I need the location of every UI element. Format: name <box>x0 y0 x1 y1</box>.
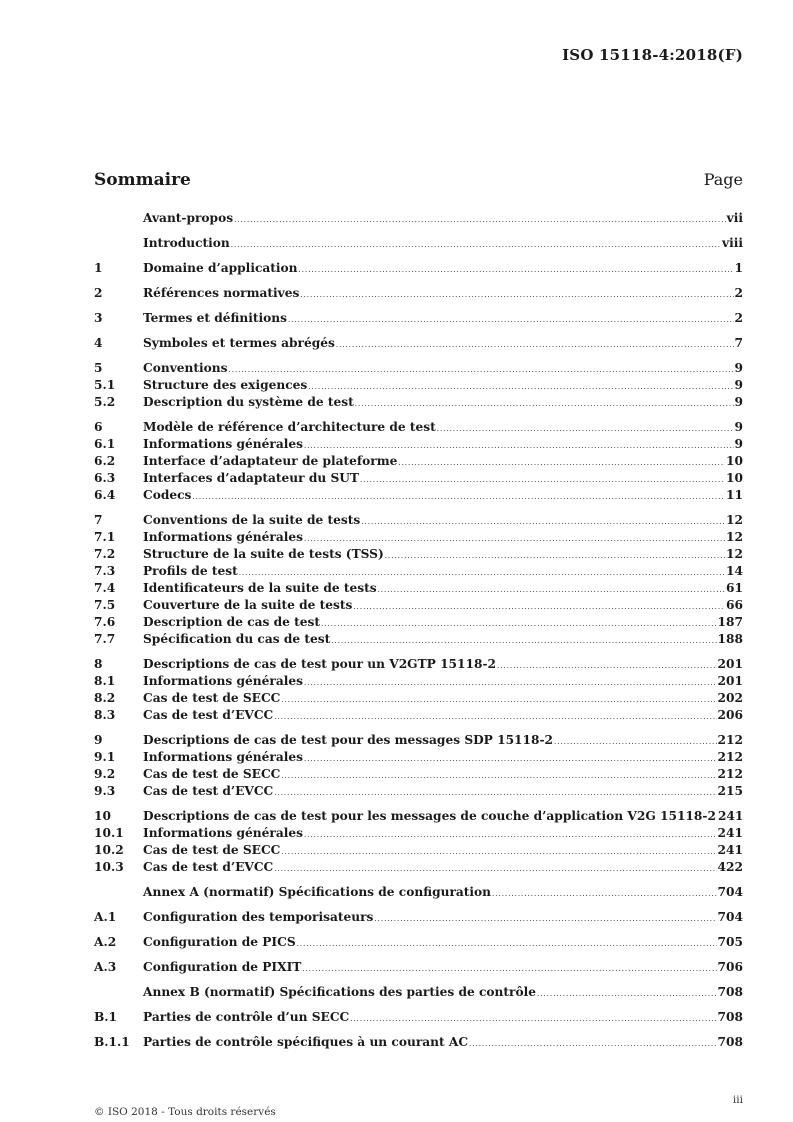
toc-entry[interactable] <box>94 673 743 690</box>
toc-entry-page[interactable]: 9 <box>734 378 743 392</box>
toc-leader-dots <box>288 312 734 329</box>
toc-entry-label[interactable]: Spécification du cas de test <box>143 632 331 646</box>
toc-entry-page[interactable]: 212 <box>717 733 743 747</box>
toc-entry[interactable] <box>94 285 743 302</box>
toc-leader-dots <box>274 785 716 802</box>
toc-entry-page[interactable]: 706 <box>717 960 743 974</box>
toc-entry-number: 7.1 <box>94 530 116 544</box>
toc-leader-dots <box>355 396 734 413</box>
toc-entry[interactable] <box>94 487 743 504</box>
toc-entry-label[interactable]: Descriptions de cas de test pour un V2GTP 15118-2 <box>143 657 497 671</box>
toc-entry-label[interactable]: Informations générales <box>143 826 303 840</box>
toc-entry-page[interactable]: 241 <box>717 809 744 823</box>
toc-entry-page[interactable]: 212 <box>717 750 743 764</box>
toc-entry-label[interactable]: Description de cas de test <box>143 615 321 629</box>
toc-entry[interactable] <box>94 1009 743 1026</box>
toc-entry-number: 7.6 <box>94 615 116 629</box>
toc-entry-number: 8.2 <box>94 691 116 705</box>
toc-entry-number: A.3 <box>94 960 117 974</box>
toc-entry-page[interactable]: 66 <box>726 598 743 612</box>
toc-entry-number: 10.2 <box>94 843 124 857</box>
toc-entry-page[interactable]: 201 <box>717 674 743 688</box>
toc-entry-number: 6.1 <box>94 437 116 451</box>
toc-entry-page[interactable]: 212 <box>717 767 743 781</box>
toc-entry-page[interactable]: 9 <box>734 395 743 409</box>
toc-entry[interactable] <box>94 597 743 614</box>
toc-entry-page[interactable]: 202 <box>717 691 743 705</box>
toc-leader-dots <box>231 237 721 254</box>
toc-entry-page[interactable]: vii <box>726 211 743 225</box>
toc-leader-dots <box>297 936 717 953</box>
toc-entry[interactable] <box>94 959 743 976</box>
toc-entry-number: 2 <box>94 286 103 300</box>
toc-entry-number: 6.2 <box>94 454 116 468</box>
toc-entry-label[interactable]: Cas de test d’EVCC <box>143 860 274 874</box>
toc-entry-label[interactable]: Structure des exigences <box>143 378 308 392</box>
toc-entry-number: 5 <box>94 361 103 375</box>
toc-entry-page[interactable]: 187 <box>717 615 743 629</box>
toc-entry-number: B.1.1 <box>94 1035 130 1049</box>
toc-entry-page[interactable]: 241 <box>717 826 743 840</box>
toc-entry-number: 6.4 <box>94 488 116 502</box>
toc-entry-number: 9.3 <box>94 784 116 798</box>
toc-entry-label[interactable]: Parties de contrôle d’un SECC <box>143 1010 350 1024</box>
toc-entry-page[interactable]: 12 <box>726 530 743 544</box>
toc-heading <box>94 170 743 190</box>
toc-entry-label[interactable]: Descriptions de cas de test pour les messages de couche d’application V2G 15118-2 <box>143 809 716 823</box>
toc-entry-label[interactable]: Termes et définitions <box>143 311 287 325</box>
toc-entry-page[interactable]: 12 <box>726 513 743 527</box>
toc-entry[interactable] <box>94 210 743 227</box>
toc-entry[interactable] <box>94 335 743 352</box>
toc-entry[interactable] <box>94 732 743 749</box>
toc-entry-label[interactable]: Symboles et termes abrégés <box>143 336 335 350</box>
toc-entry[interactable] <box>94 614 743 631</box>
toc-leader-dots <box>331 633 716 650</box>
toc-entry[interactable] <box>94 825 743 842</box>
toc-entry-label[interactable]: Modèle de référence d’architecture de test <box>143 420 436 434</box>
toc-entry-number: 7.2 <box>94 547 116 561</box>
toc-entry[interactable] <box>94 842 743 859</box>
toc-entry[interactable] <box>94 934 743 951</box>
toc-entry-number: 4 <box>94 336 103 350</box>
toc-entry-number: 9 <box>94 733 103 747</box>
toc-entry[interactable] <box>94 529 743 546</box>
toc-entry-label[interactable]: Couverture de la suite de tests <box>143 598 353 612</box>
toc-entry-number: 8.3 <box>94 708 116 722</box>
toc-leader-dots <box>469 1036 717 1053</box>
toc-entry-label[interactable]: Configuration de PICS <box>143 935 296 949</box>
toc-entry-label[interactable]: Annex A (normatif) Spécifications de configuration <box>143 885 492 899</box>
toc-entry-page[interactable]: 201 <box>717 657 743 671</box>
toc-leader-dots <box>192 489 725 506</box>
toc-entry-label[interactable]: Cas de test de SECC <box>143 767 281 781</box>
toc-leader-dots <box>304 675 717 692</box>
toc-leader-dots <box>374 911 716 928</box>
toc-entry-page[interactable]: 14 <box>726 564 743 578</box>
toc-entry[interactable] <box>94 453 743 470</box>
toc-entry-label[interactable]: Informations générales <box>143 674 303 688</box>
toc-leader-dots <box>281 768 716 785</box>
toc-entry-number: 10.3 <box>94 860 124 874</box>
toc-entry-page[interactable]: 422 <box>717 860 743 874</box>
toc-entry-page[interactable]: viii <box>722 236 743 250</box>
toc-entry[interactable] <box>94 1034 743 1051</box>
toc-entry-label[interactable]: Cas de test de SECC <box>143 843 281 857</box>
toc-entry-page[interactable]: 10 <box>726 454 743 468</box>
toc-entry-label[interactable]: Codecs <box>143 488 192 502</box>
toc-entry-page[interactable]: 61 <box>726 581 743 595</box>
toc-leader-dots <box>300 287 733 304</box>
toc-leader-dots <box>234 212 726 229</box>
toc-entry-label[interactable]: Conventions de la suite de tests <box>143 513 361 527</box>
toc-entry-page[interactable]: 9 <box>734 361 743 375</box>
toc-entry[interactable] <box>94 235 743 252</box>
toc-entry-page[interactable]: 215 <box>717 784 743 798</box>
toc-entry-number: 3 <box>94 311 103 325</box>
toc-entry-page[interactable]: 9 <box>734 437 743 451</box>
toc-entry-number: 7.3 <box>94 564 116 578</box>
toc-entry[interactable] <box>94 884 743 901</box>
toc-entry-page[interactable]: 1 <box>734 261 743 275</box>
toc-entry-page[interactable]: 206 <box>717 708 743 722</box>
toc-entry-number: 7.5 <box>94 598 116 612</box>
toc-entry[interactable] <box>94 512 743 529</box>
toc-entry[interactable] <box>94 377 743 394</box>
toc-entry-page[interactable]: 704 <box>717 885 743 899</box>
toc-entry-number: 7.7 <box>94 632 116 646</box>
toc-leader-dots <box>274 709 716 726</box>
toc-leader-dots <box>353 599 725 616</box>
toc-entry-number: 10 <box>94 809 111 823</box>
toc-entry-label[interactable]: Structure de la suite de tests (TSS) <box>143 547 384 561</box>
toc-entry[interactable] <box>94 394 743 411</box>
toc-entry-label[interactable]: Interfaces d’adaptateur du SUT <box>143 471 359 485</box>
toc-entry[interactable] <box>94 580 743 597</box>
toc-entry[interactable] <box>94 783 743 800</box>
toc-entry[interactable] <box>94 766 743 783</box>
toc-entry[interactable] <box>94 310 743 327</box>
standard-code: ISO 15118-4:2018(F) <box>562 46 743 64</box>
toc-entry-number: 6 <box>94 420 103 434</box>
toc-entry-label[interactable]: Configuration de PIXIT <box>143 960 302 974</box>
toc-entry-number: 9.1 <box>94 750 116 764</box>
toc-entry[interactable] <box>94 419 743 436</box>
toc-entry[interactable] <box>94 470 743 487</box>
toc-entry-number: 8.1 <box>94 674 116 688</box>
toc-entry-page[interactable]: 2 <box>734 311 743 325</box>
toc-leader-dots <box>385 548 725 565</box>
toc-entry[interactable] <box>94 909 743 926</box>
toc-entry[interactable] <box>94 749 743 766</box>
toc-leader-dots <box>492 886 717 903</box>
toc-leader-dots <box>554 734 717 751</box>
page-number: iii <box>732 1094 743 1106</box>
toc-entry-number: A.2 <box>94 935 117 949</box>
toc-entry-label[interactable]: Domaine d’application <box>143 261 298 275</box>
toc-entry-number: 6.3 <box>94 471 116 485</box>
toc-entry-number: 10.1 <box>94 826 124 840</box>
toc-entry[interactable] <box>94 546 743 563</box>
toc-entry[interactable] <box>94 360 743 377</box>
toc-entry-number: 1 <box>94 261 103 275</box>
toc-entry-label[interactable]: Description du système de test <box>143 395 354 409</box>
toc-entry-page[interactable]: 9 <box>734 420 743 434</box>
toc-entry-number: A.1 <box>94 910 117 924</box>
toc-leader-dots <box>321 616 717 633</box>
toc-entry-label[interactable]: Cas de test d’EVCC <box>143 708 274 722</box>
toc-leader-dots <box>304 827 717 844</box>
toc-entry-number: 7 <box>94 513 103 527</box>
toc-entry-label[interactable]: Profils de test <box>143 564 238 578</box>
toc-entry-page[interactable]: 704 <box>717 910 743 924</box>
toc-title: Sommaire <box>94 170 191 190</box>
toc-entry-label[interactable]: Annex B (normatif) Spécifications des parties de contrôle <box>143 985 536 999</box>
toc-entry[interactable] <box>94 260 743 277</box>
toc-leader-dots <box>497 658 717 675</box>
toc-entry-number: 8 <box>94 657 103 671</box>
toc-entry-label[interactable]: Références normatives <box>143 286 300 300</box>
toc-entry[interactable] <box>94 656 743 673</box>
toc-leader-dots <box>378 582 725 599</box>
toc-entry[interactable] <box>94 808 743 825</box>
toc-entry[interactable] <box>94 690 743 707</box>
toc-leader-dots <box>302 961 716 978</box>
toc-leader-dots <box>281 692 716 709</box>
toc-leader-dots <box>299 262 734 279</box>
toc-leader-dots <box>308 379 733 396</box>
toc-entry[interactable] <box>94 631 743 648</box>
toc-entry-page[interactable]: 188 <box>717 632 743 646</box>
toc-entry-number: 7.4 <box>94 581 116 595</box>
toc-leader-dots <box>274 861 716 878</box>
toc-entry-label[interactable]: Cas de test de SECC <box>143 691 281 705</box>
toc-entry-page[interactable]: 10 <box>726 471 743 485</box>
toc-entry-label[interactable]: Parties de contrôle spécifiques à un courant AC <box>143 1035 469 1049</box>
toc-entry-page[interactable]: 12 <box>726 547 743 561</box>
toc-entry[interactable] <box>94 984 743 1001</box>
toc-leader-dots <box>336 337 734 354</box>
toc-entry-page[interactable]: 708 <box>717 985 743 999</box>
toc-leader-dots <box>437 421 734 438</box>
toc-entry-label[interactable]: Cas de test d’EVCC <box>143 784 274 798</box>
toc-entry-page[interactable]: 708 <box>717 1035 743 1049</box>
toc-leader-dots <box>281 844 716 861</box>
toc-entry-page[interactable]: 241 <box>717 843 743 857</box>
toc-entry-number: 9.2 <box>94 767 116 781</box>
toc-page-label: Page <box>703 170 743 189</box>
toc-entry[interactable] <box>94 436 743 453</box>
toc-leader-dots <box>398 455 725 472</box>
toc-entry[interactable] <box>94 563 743 580</box>
toc-entry-page[interactable]: 7 <box>734 336 743 350</box>
toc-entry-label[interactable]: Informations générales <box>143 750 303 764</box>
toc-entry-label[interactable]: Avant-propos <box>143 211 234 225</box>
toc-entry-label[interactable]: Identificateurs de la suite de tests <box>143 581 377 595</box>
toc-leader-dots <box>537 986 717 1003</box>
toc-entry-page[interactable]: 708 <box>717 1010 743 1024</box>
toc-entry-page[interactable]: 2 <box>734 286 743 300</box>
toc-entry-label[interactable]: Conventions <box>143 361 228 375</box>
toc-leader-dots <box>350 1011 716 1028</box>
toc-entry-label[interactable]: Informations générales <box>143 530 303 544</box>
toc-entry-number: 5.2 <box>94 395 116 409</box>
toc-entry-number: 5.1 <box>94 378 116 392</box>
toc-entry[interactable] <box>94 859 743 876</box>
toc-entry-label[interactable]: Descriptions de cas de test pour des messages SDP 15118-2 <box>143 733 554 747</box>
toc-leader-dots <box>304 751 717 768</box>
copyright-notice: © ISO 2018 - Tous droits réservés <box>94 1106 276 1118</box>
toc-leader-dots <box>361 514 725 531</box>
toc-entry-label[interactable]: Interface d’adaptateur de plateforme <box>143 454 398 468</box>
table-of-contents <box>94 210 743 1051</box>
toc-entry-page[interactable]: 705 <box>717 935 743 949</box>
toc-entry-label[interactable]: Informations générales <box>143 437 303 451</box>
toc-entry-label[interactable]: Configuration des temporisateurs <box>143 910 374 924</box>
toc-entry-label[interactable]: Introduction <box>143 236 230 250</box>
toc-leader-dots <box>360 472 725 489</box>
toc-entry-number: B.1 <box>94 1010 118 1024</box>
toc-entry-page[interactable]: 11 <box>726 488 743 502</box>
toc-entry[interactable] <box>94 707 743 724</box>
